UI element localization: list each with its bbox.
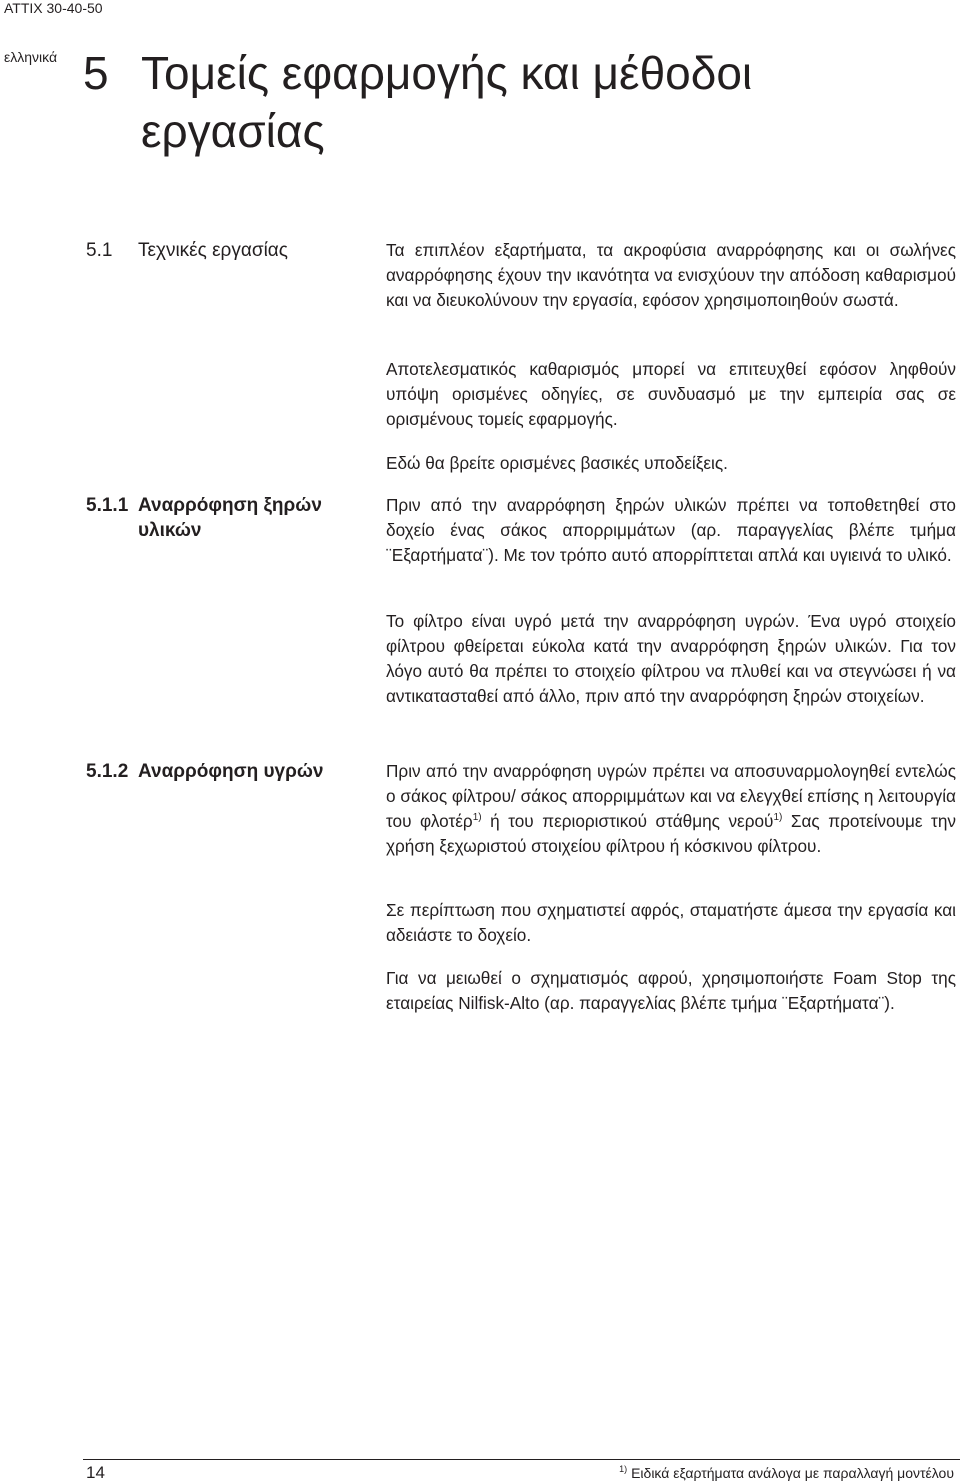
section-title: Τεχνικές εργασίας: [138, 240, 288, 261]
paragraph: Πριν από την αναρρόφηση ξηρών υλικών πρέπει να τοποθετηθεί στο δοχείο ένας σάκος απορριμμάτων (αρ. παραγγελίας βλέπε τμήμα ¨Εξαρτήματα¨). Με τον τρόπο αυτό απορρίπτεται απλά και υγιεινά το υλικό.: [386, 495, 956, 565]
paragraph: Σε περίπτωση που σχηματιστεί αφρός, σταματήστε άμεσα την εργασία και αδειάστε το δοχείο.: [386, 900, 956, 945]
chapter-title: [83, 44, 923, 160]
section-heading-5-1: [86, 238, 288, 263]
section-title: Αναρρόφηση ξηρών: [138, 495, 322, 516]
language-label: ελληνικά: [4, 49, 58, 65]
footnote-ref: 1): [472, 812, 482, 823]
section-number: 5.1.2: [86, 761, 129, 782]
paragraph: Αποτελεσματικός καθαρισμός μπορεί να επιτευχθεί εφόσον ληφθούν υπόψη ορισμένες οδηγίες, σε συνδυασμό με την εμπειρία σας σε ορισμένους τομείς εφαρμογής.: [386, 359, 956, 429]
product-name: ATTIX 30-40-50: [4, 0, 103, 16]
section-number: 5.1.1: [86, 495, 129, 516]
paragraph: Το φίλτρο είναι υγρό μετά την αναρρόφηση υγρών. Ένα υγρό στοιχείο φίλτρου φθείρεται εύκολα κατά την αναρρόφηση ξηρών υλικών. Για τον λόγο αυτό θα πρέπει το στοιχείο φίλτρου να πλυθεί και να στεγνώσει ή να αντικατασταθεί από άλλο, πριν από την αναρρόφηση ξηρών στοιχείων.: [386, 611, 956, 706]
chapter-number: 5: [83, 47, 109, 99]
section-heading-5-1-1: [86, 493, 322, 543]
section-heading-5-1-2: [86, 759, 323, 784]
paragraph: Τα επιπλέον εξαρτήματα, τα ακροφύσια αναρρόφησης και οι σωλήνες αναρρόφησης έχουν την ικανότητα να ενισχύουν την απόδοση καθαρισμού και να διευκολύνουν την εργασία, εφόσον χρησιμοποιηθούν σωστά.: [386, 240, 956, 310]
paragraph-text: Πριν από την αναρρόφηση υγρών πρέπει να αποσυναρμολογηθεί εντελώς ο σάκος φίλτρου/ σάκος απορριμμάτων και να ελεγχθεί επίσης η λειτουργία του φλοτέρ: [386, 761, 956, 831]
footer-divider: [83, 1459, 960, 1460]
page-number: 14: [86, 1463, 105, 1482]
section-title: Αναρρόφηση υγρών: [138, 761, 324, 782]
chapter-title-line2: εργασίας: [141, 105, 325, 157]
footnote-mark: 1): [619, 1464, 628, 1474]
footnote-ref: 1): [773, 812, 783, 823]
paragraph-text: ή του περιοριστικού στάθμης νερού: [481, 811, 774, 831]
paragraph: Για να μειωθεί ο σχηματισμός αφρού, χρησιμοποιήστε Foam Stop της εταιρείας Nilfisk-Alto (αρ. παραγγελίας βλέπε τμήμα ¨Εξαρτήματα¨).: [386, 968, 956, 1013]
section-title-line2: υλικών: [138, 520, 202, 541]
footnote-text: Ειδικά εξαρτήματα ανάλογα με παραλλαγή μοντέλου: [627, 1465, 954, 1481]
section-number: 5.1: [86, 240, 113, 261]
chapter-title-line1: Τομείς εφαρμογής και μέθοδοι: [141, 47, 753, 99]
footnote: [619, 1464, 954, 1482]
paragraph: Εδώ θα βρείτε ορισμένες βασικές υποδείξεις.: [386, 453, 728, 473]
paragraph: [386, 759, 956, 859]
paragraph-text: Σας προτείνουμε την χρήση ξεχωριστού στοιχείου φίλτρου ή κόσκινου φίλτρου.: [386, 811, 956, 856]
